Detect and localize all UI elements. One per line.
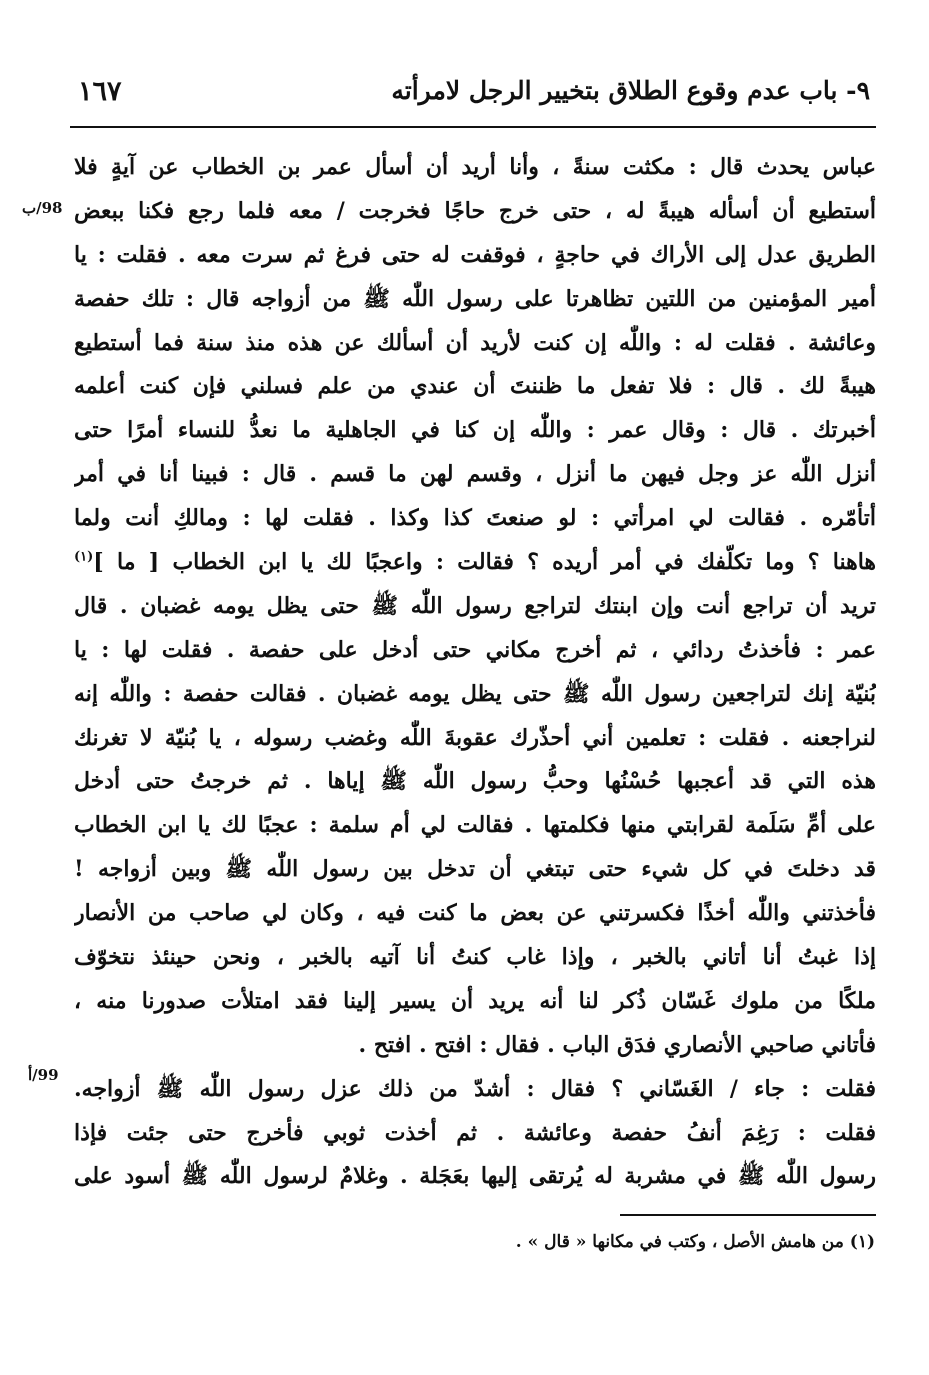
text-line: بُنيّة إنك لتراجعين رسول اللّٰه ﷺ حتى يظل يومه غضبان . فقالت حفصة : واللّٰه إنه xyxy=(74,680,876,707)
text-line: أنزل اللّٰه عز وجل فيهن ما أنزل ، وقسم لهن ما قسم . قال : فبينا أنا في أمر xyxy=(74,461,876,488)
text-line: أتأمّره . فقالت لي امرأتي : لو صنعتَ كذا وكذا . فقلت لها : ومالكِ أنت ولما xyxy=(74,505,876,532)
text-line: فأخذتني واللّٰه أخذًا فكسرتني عن بعض ما كنت فيه ، وكان لي صاحب من الأنصار xyxy=(74,900,876,927)
text-line: فقلت : جاء / الغَسّاني ؟ فقال : أشدّ من ذلك عزل رسول اللّٰه ﷺ أزواجه. xyxy=(74,1075,876,1102)
margin-note-folio: 99/أ xyxy=(28,1066,59,1084)
text-line xyxy=(74,541,876,585)
margin-note-folio: 98/ب xyxy=(22,199,63,217)
page-number: ١٦٧ xyxy=(78,76,122,107)
text-line: فأتاني صاحبي الأنصاري فدَق الباب . فقال : افتح . افتح . xyxy=(358,1031,876,1058)
text-line: أمير المؤمنين من اللتين تظاهرتا على رسول اللّٰه ﷺ من أزواجه قال : تلك حفصة xyxy=(74,285,876,312)
text-line: عباس يحدث قال : مكثت سنةً ، وأنا أريد أن أسأل عمر بن الخطاب عن آيةٍ فلا xyxy=(74,154,876,180)
text-line-content: هاهنا ؟ وما تكلّفك في أمر أريده ؟ فقالت : واعجبًا لك يا ابن الخطاب [ ما ] xyxy=(93,549,876,576)
footnote-rule xyxy=(620,1214,876,1216)
text-line: هذه التي قد أعجبها حُسْنُها وحبُّ رسول اللّٰه ﷺ إياها . ثم خرجتُ حتى أدخل xyxy=(74,768,876,795)
text-line: قد دخلتَ في كل شيء حتى تبتغي أن تدخل بين رسول اللّٰه ﷺ وبين أزواجه ! xyxy=(74,856,876,883)
text-line: ملكًا من ملوك غَسّان ذُكر لنا أنه يريد أن يسير إلينا فقد امتلأت صدورنا منه ، xyxy=(74,987,876,1014)
footnote: (١) من هامش الأصل ، وكتب في مكانها « قال » . xyxy=(515,1232,875,1252)
body-text xyxy=(74,146,876,1199)
text-line: لنراجعنه . فقلت : تعلمين أني أحذّرك عقوبةَ اللّٰه وغضب رسوله ، يا بُنيّة لا تغرنك xyxy=(74,724,876,751)
chapter-title: ٩- باب عدم وقوع الطلاق بتخيير الرجل لامرأته xyxy=(391,76,870,105)
text-line: إذا غبتُ أنا أتاني بالخبر ، وإذا غاب كنتُ أنا آتيه بالخبر ، ونحن حينئذ نتخوّف xyxy=(74,944,876,971)
footnote-marker: (١) xyxy=(74,549,94,565)
text-line: هيبةً لك . قال : فلا تفعل ما ظننتَ أن عندي من علم فسلني فإن كنت أعلمه xyxy=(74,373,876,400)
text-line: رسول اللّٰه ﷺ في مشربة له يُرتقى إليها بعَجَلة . وغلامٌ لرسول اللّٰه ﷺ أسود على xyxy=(74,1163,876,1190)
text-line: تريد أن تراجع أنت وإن ابنتك لتراجع رسول اللّٰه ﷺ حتى يظل يومه غضبان . قال xyxy=(74,592,876,619)
text-line: على أمِّ سَلَمة لقرابتي منها فكلمتها . فقالت لي أم سلمة : عجبًا لك يا ابن الخطاب xyxy=(74,812,876,839)
text-line: وعائشة . فقلت له : واللّٰه إن كنت لأريد أن أسألك عن هذه منذ سنة فما أستطيع xyxy=(74,329,876,356)
text-line: أخبرتك . قال : وقال عمر : واللّٰه إن كنا في الجاهلية ما نعدُّ للنساء أمرًا حتى xyxy=(74,417,876,444)
text-line: عمر : فأخذتُ ردائي ، ثم أخرج مكاني حتى أدخل على حفصة . فقلت لها : يا xyxy=(74,636,876,663)
text-line: فقلت : رَغِمَ أنفُ حفصة وعائشة . ثم أخذت ثوبي فأخرج حتى جئت فإذا xyxy=(74,1119,876,1146)
text-line: الطريق عدل إلى الأراك في حاجةٍ ، فوقفت له حتى فرغ ثم سرت معه . فقلت : يا xyxy=(74,241,876,268)
page-header xyxy=(70,72,870,118)
header-rule xyxy=(70,126,876,128)
text-line: أستطيع أن أسأله هيبةً له ، حتى خرج حاجًا فخرجت / معه فلما رجع فكنا ببعض xyxy=(74,197,876,224)
